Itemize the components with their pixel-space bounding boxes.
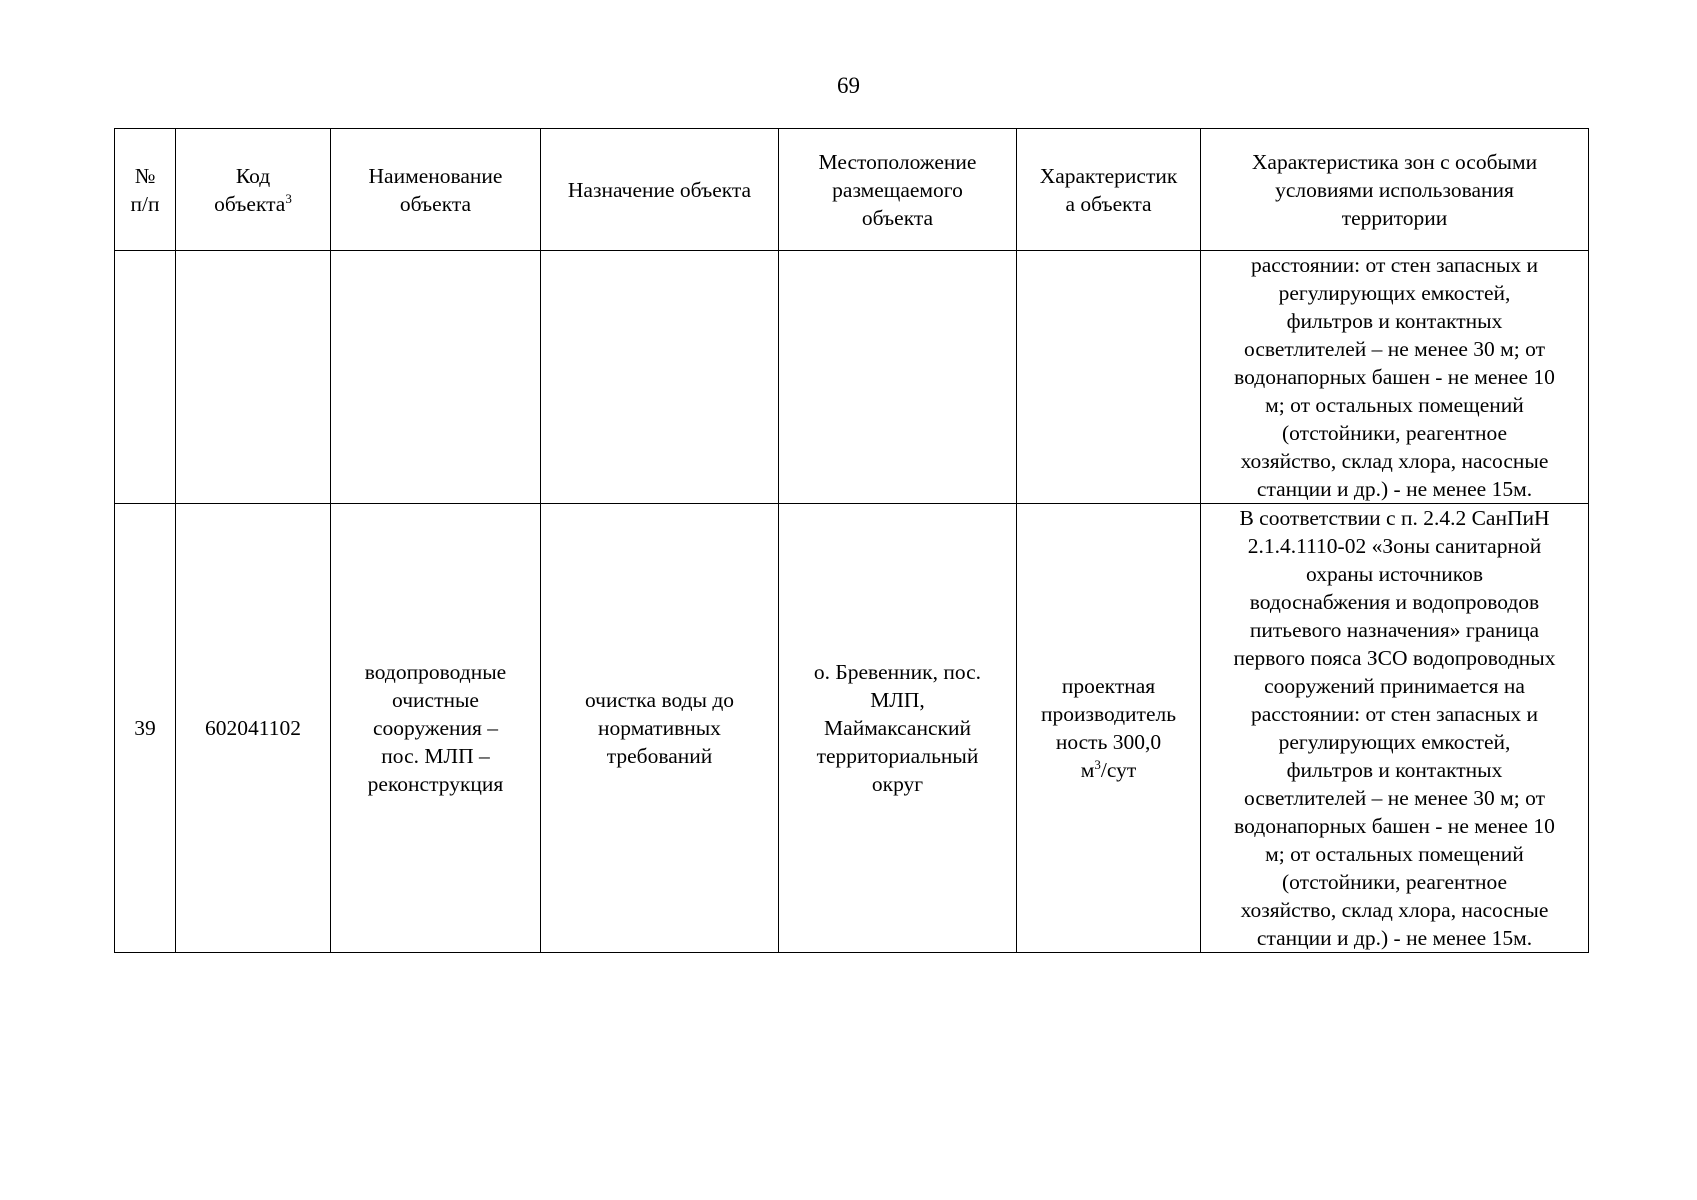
cell-number: [115, 251, 176, 504]
cell-code: [176, 251, 331, 504]
header-name: Наименование объекта: [331, 129, 541, 251]
header-code: [176, 129, 331, 251]
characteristic-text: проектная производитель ность 300,0 м: [1040, 674, 1177, 782]
unit-superscript: 3: [1094, 756, 1101, 772]
header-zones: Характеристика зон с особыми условиями использования территории: [1201, 129, 1589, 251]
table-row: [115, 504, 1589, 953]
unit-suffix: /сут: [1100, 758, 1137, 782]
cell-number: 39: [115, 504, 176, 953]
cell-zones: расстоянии: от стен запасных и регулирующих емкостей, фильтров и контактных осветлителей – не менее 30 м; от водонапорных башен - не менее 10 м; от остальных помещений (отстойники, реагентное хозяйство, склад хлора, насосные станции и др.) - не менее 15м.: [1201, 251, 1589, 504]
header-code-label: Код объекта: [214, 163, 286, 216]
cell-purpose: [541, 251, 779, 504]
objects-table: [114, 128, 1589, 953]
header-number: № п/п: [115, 129, 176, 251]
cell-name: [331, 251, 541, 504]
cell-purpose: очистка воды до нормативных требований: [541, 504, 779, 953]
header-characteristic: Характеристик а объекта: [1017, 129, 1201, 251]
cell-location: о. Бревенник, пос. МЛП, Маймаксанский территориальный округ: [779, 504, 1017, 953]
cell-code: 602041102: [176, 504, 331, 953]
header-location: Местоположение размещаемого объекта: [779, 129, 1017, 251]
cell-location: [779, 251, 1017, 504]
header-purpose: Назначение объекта: [541, 129, 779, 251]
cell-characteristic: [1017, 504, 1201, 953]
cell-characteristic: [1017, 251, 1201, 504]
continuation-row: [115, 251, 1589, 504]
cell-name: водопроводные очистные сооружения – пос. МЛП – реконструкция: [331, 504, 541, 953]
footnote-mark: 3: [285, 190, 292, 206]
page-number: 69: [837, 73, 860, 98]
cell-zones: В соответствии с п. 2.4.2 СанПиН 2.1.4.1110-02 «Зоны санитарной охраны источников водоснабжения и водопроводов питьевого назначения» граница первого пояса ЗСО водопроводных сооружений принимается на расстоянии: от стен запасных и регулирующих емкостей, фильтров и контактных осветлителей – не менее 30 м; от водонапорных башен - не менее 10 м; от остальных помещений (отстойники, реагентное хозяйство, склад хлора, насосные станции и др.) - не менее 15м.: [1201, 504, 1589, 953]
table-header-row: [115, 129, 1589, 251]
